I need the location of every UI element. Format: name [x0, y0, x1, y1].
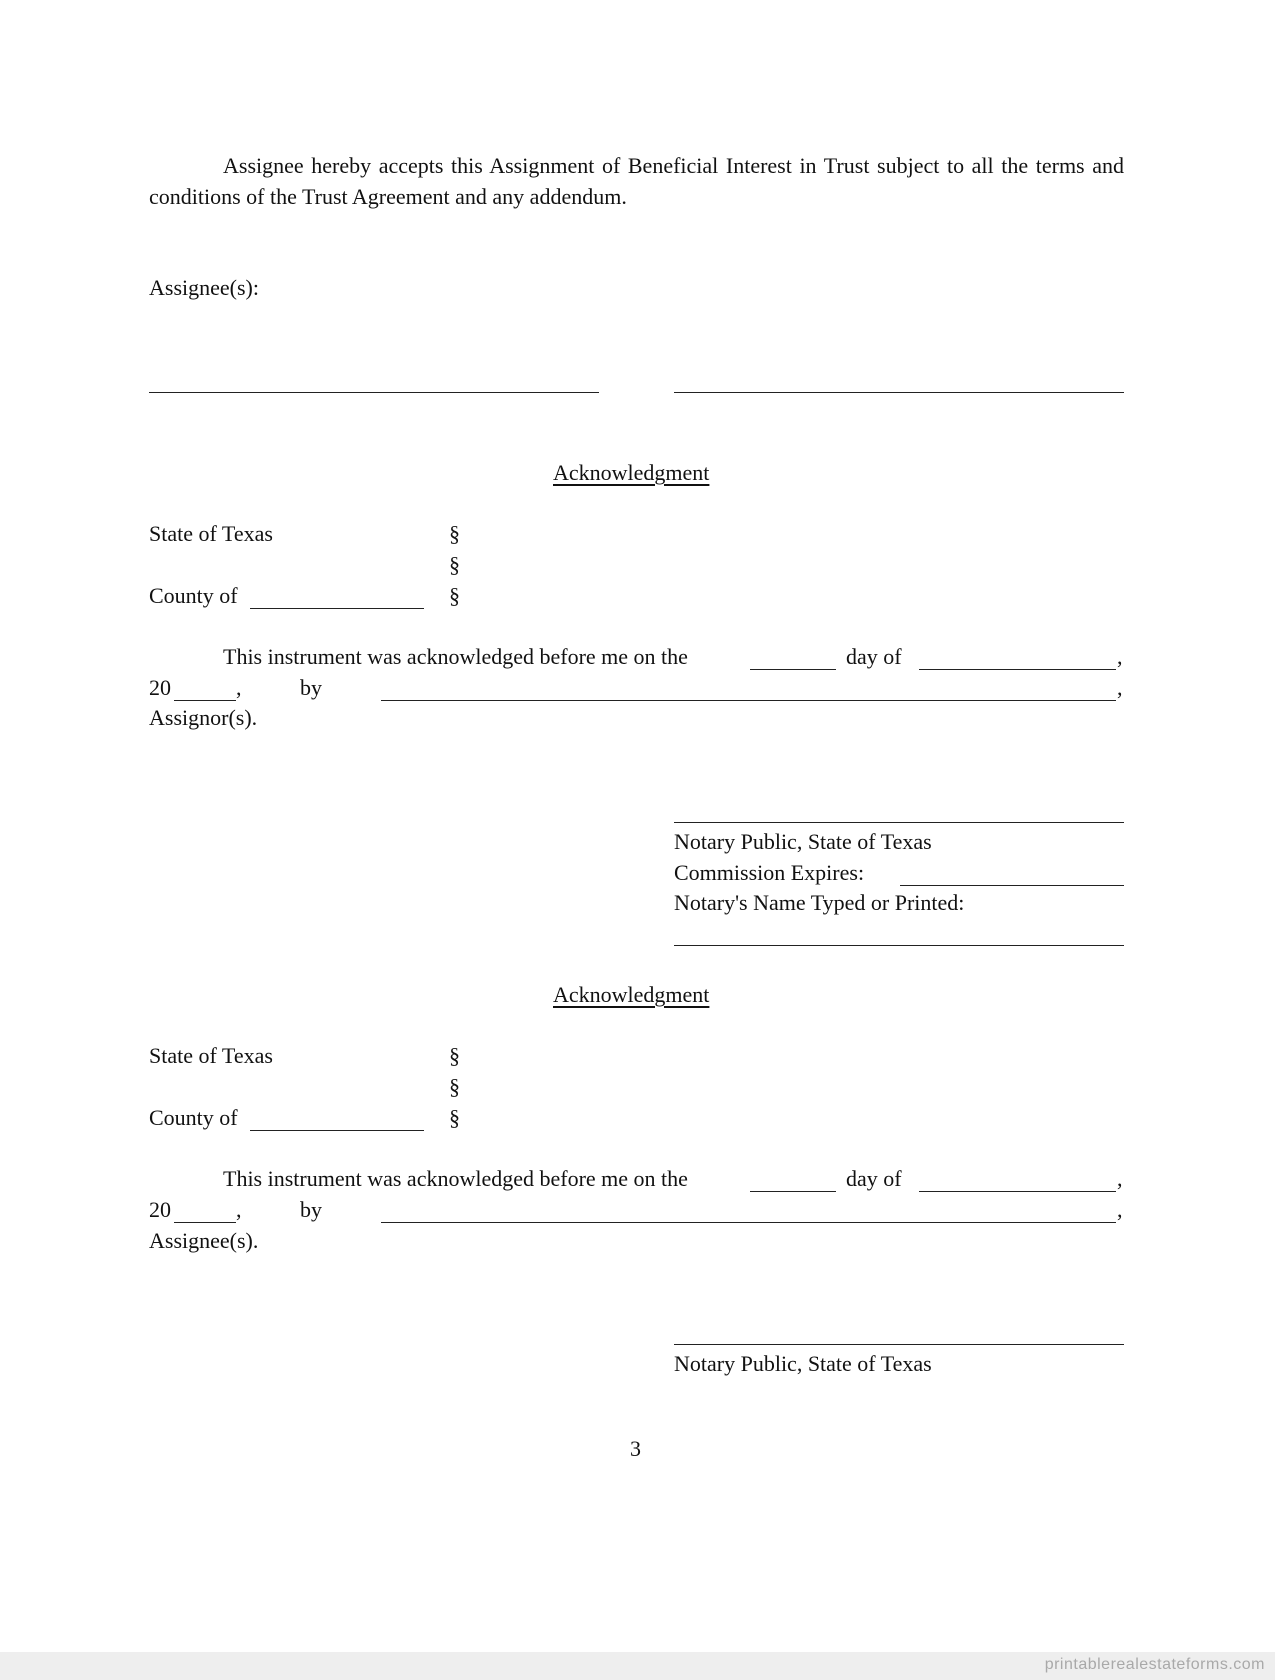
state-label-2: State of Texas [149, 1043, 273, 1068]
section-symbol-2a: § [449, 1043, 460, 1068]
section-symbol-1b: § [449, 552, 460, 577]
commission-label-1: Commission Expires: [674, 860, 865, 885]
notary-title-2: Notary Public, State of Texas [674, 1351, 932, 1376]
year-prefix-2: 20 [149, 1197, 171, 1222]
commission-blank-1[interactable] [900, 885, 1124, 886]
assignee-signature-line-2[interactable] [674, 392, 1124, 393]
footer-watermark[interactable]: printablerealestateforms.com [1044, 1656, 1265, 1673]
by-label-2: by [300, 1197, 322, 1222]
ack-text-1: This instrument was acknowledged before me on the [223, 644, 688, 669]
county-label-1: County of [149, 583, 238, 608]
acknowledgment-heading-2: Acknowledgment [553, 982, 710, 1007]
party-label-1: Assignor(s). [149, 705, 258, 730]
county-blank-1[interactable] [250, 608, 424, 609]
day-of-label-2: day of [846, 1166, 902, 1191]
page-number: 3 [630, 1436, 641, 1461]
acknowledgment-heading-1: Acknowledgment [553, 460, 710, 485]
party-label-2: Assignee(s). [149, 1228, 259, 1253]
county-label-2: County of [149, 1105, 238, 1130]
comma-1b: , [236, 675, 242, 700]
party-name-blank-1[interactable] [381, 700, 1116, 701]
section-symbol-1a: § [449, 521, 460, 546]
notary-name-label-1: Notary's Name Typed or Printed: [674, 890, 965, 915]
comma-2b: , [236, 1197, 242, 1222]
state-label-1: State of Texas [149, 521, 273, 546]
year-blank-1[interactable] [174, 700, 236, 701]
day-of-label-1: day of [846, 644, 902, 669]
notary-title-1: Notary Public, State of Texas [674, 829, 932, 854]
notary-name-blank-1[interactable] [674, 945, 1124, 946]
comma-1a: , [1117, 644, 1123, 669]
section-symbol-2b: § [449, 1074, 460, 1099]
month-blank-2[interactable] [919, 1191, 1116, 1192]
month-blank-1[interactable] [919, 669, 1116, 670]
year-blank-2[interactable] [174, 1222, 236, 1223]
year-prefix-1: 20 [149, 675, 171, 700]
comma-2a: , [1117, 1166, 1123, 1191]
comma-2c: , [1117, 1197, 1123, 1222]
comma-1c: , [1117, 675, 1123, 700]
ack-text-2: This instrument was acknowledged before me on the [223, 1166, 688, 1191]
assignee-signature-line-1[interactable] [149, 392, 599, 393]
party-name-blank-2[interactable] [381, 1222, 1116, 1223]
section-symbol-1c: § [449, 583, 460, 608]
notary-signature-line-1[interactable] [674, 822, 1124, 823]
assignees-label: Assignee(s): [149, 275, 259, 300]
section-symbol-2c: § [449, 1105, 460, 1130]
by-label-1: by [300, 675, 322, 700]
day-blank-2[interactable] [750, 1191, 836, 1192]
notary-signature-line-2[interactable] [674, 1344, 1124, 1345]
county-blank-2[interactable] [250, 1130, 424, 1131]
acceptance-paragraph: Assignee hereby accepts this Assignment of Beneficial Interest in Trust subject to all the terms and conditions of the Trust Agreement and any addendum. [149, 153, 1124, 209]
day-blank-1[interactable] [750, 669, 836, 670]
